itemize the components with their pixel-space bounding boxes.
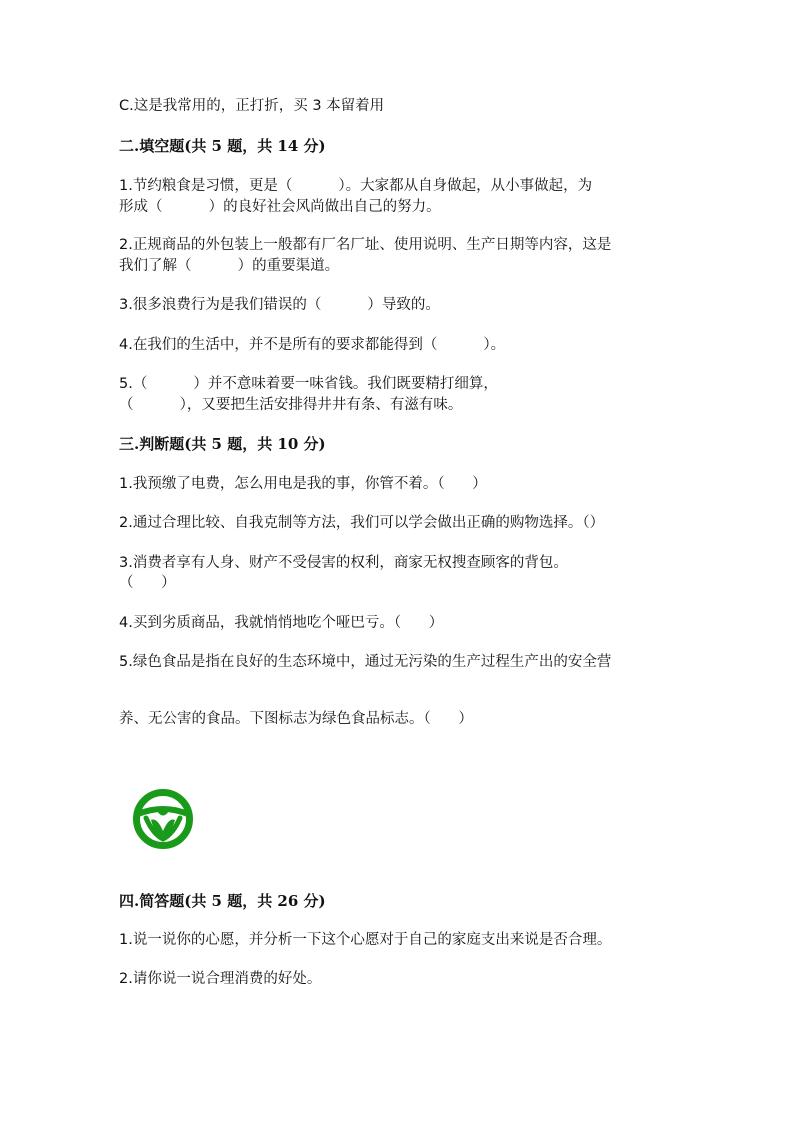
judge-q1: 1.我预缴了电费，怎么用电是我的事，你管不着。（ ） [119,476,487,492]
judge-q5-line2: 养、无公害的食品。下图标志为绿色食品标志。（ ） [119,711,473,727]
fill-q5-line2: （ ），又要把生活安排得井井有条、有滋有味。 [119,397,463,413]
section-heading-judgement: 三.判断题(共 5 题，共 10 分) [119,435,326,453]
short-q2: 2.请你说一说合理消费的好处。 [119,971,322,987]
fill-q5-line1: 5.（ ）并不意味着要一味省钱。我们既要精打细算， [119,376,498,392]
judge-q4: 4.买到劣质商品，我就悄悄地吃个哑巴亏。（ ） [119,615,444,631]
section-heading-fill-blank: 二.填空题(共 5 题，共 14 分) [119,137,326,155]
judge-q3-line2: （ ） [119,575,176,591]
section-heading-short-answer: 四.简答题(共 5 题，共 26 分) [119,892,326,910]
judge-q5-line1: 5.绿色食品是指在良好的生态环境中，通过无污染的生产过程生产出的安全营 [119,654,612,670]
judge-q3-line1: 3.消费者享有人身、财产不受侵害的权利，商家无权搜查顾客的背包。 [119,555,568,571]
fill-q1-line2: 形成（ ）的良好社会风尚做出自己的努力。 [119,199,441,215]
green-food-logo-icon [131,787,195,851]
fill-q2-line2: 我们了解（ ）的重要渠道。 [119,258,340,274]
fill-q4: 4.在我们的生活中，并不是所有的要求都能得到（ ）。 [119,337,506,353]
fill-q1-line1: 1.节约粮食是习惯，更是（ ）。大家都从自身做起，从小事做起，为 [119,178,593,194]
judge-q2: 2.通过合理比较、自我克制等方法，我们可以学会做出正确的购物选择。（） [119,515,605,531]
short-q1: 1.说一说你的心愿，并分析一下这个心愿对于自己的家庭支出来说是否合理。 [119,932,612,948]
option-c: C.这是我常用的，正打折，买 3 本留着用 [119,98,385,114]
fill-q2-line1: 2.正规商品的外包装上一般都有厂名厂址、使用说明、生产日期等内容，这是 [119,237,612,253]
fill-q3: 3.很多浪费行为是我们错误的（ ）导致的。 [119,297,440,313]
